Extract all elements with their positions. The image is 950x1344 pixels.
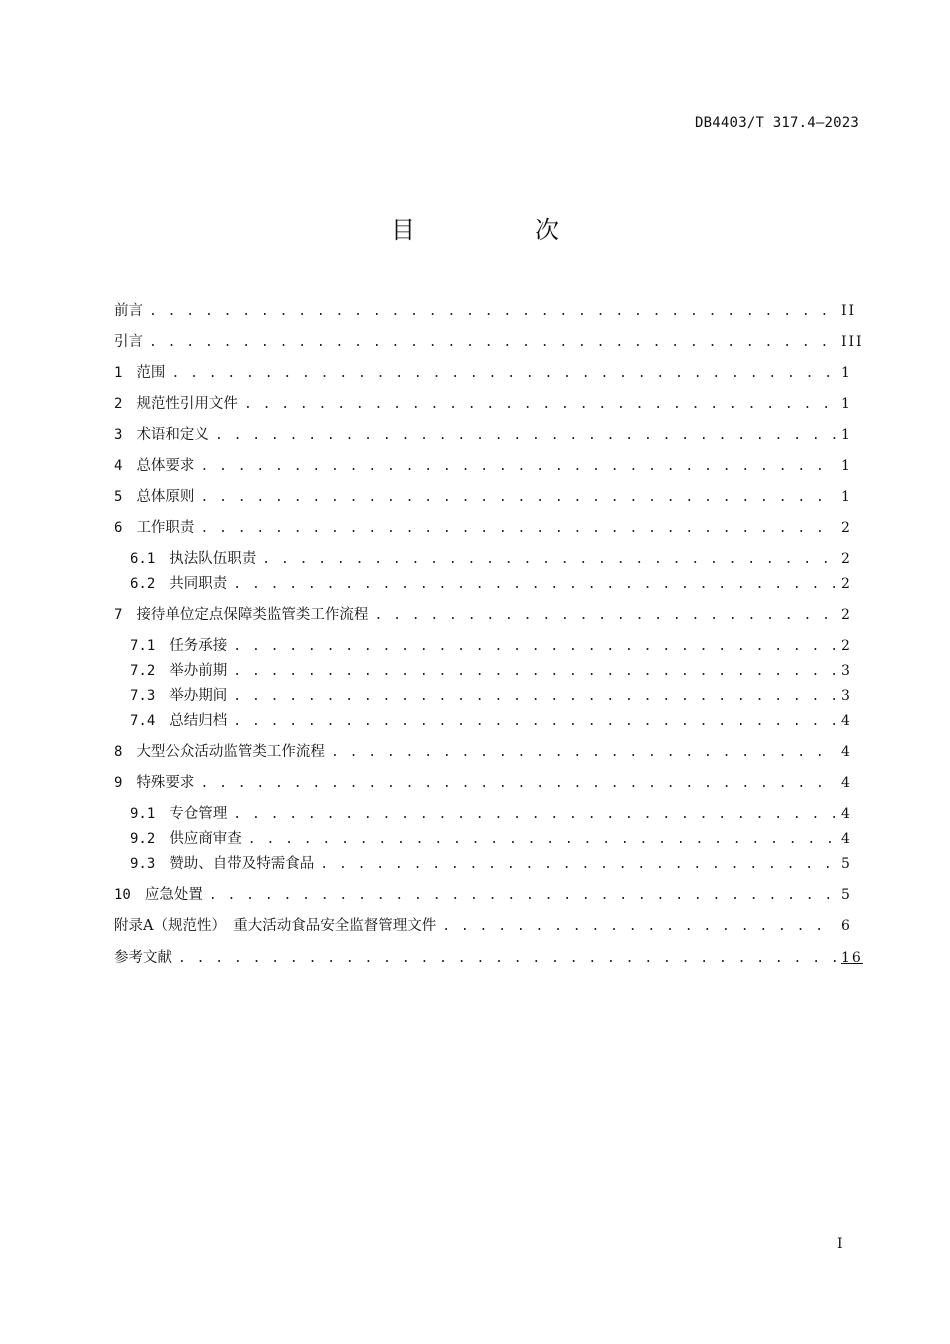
toc-entry[interactable] <box>114 425 851 445</box>
toc-entry-page: 3 <box>841 663 852 679</box>
toc-entry[interactable] <box>114 363 851 383</box>
toc-entry-page: 2 <box>841 638 852 654</box>
toc-entry-title: 任务承接 <box>169 638 228 654</box>
toc-leader-dots <box>374 606 837 626</box>
toc-entry-title: 举办前期 <box>169 663 228 679</box>
toc-entry-page: 5 <box>841 887 852 903</box>
toc-entry-title: 供应商审查 <box>169 831 242 847</box>
toc-entry[interactable] <box>114 773 851 793</box>
toc-leader-dots <box>200 519 837 539</box>
toc-entry-page: 1 <box>841 427 852 443</box>
toc-entry-title: 举办期间 <box>169 688 228 704</box>
toc-leader-dots <box>233 712 837 732</box>
toc-entry-number: 4 <box>114 458 123 474</box>
toc-entry-title: 附录A（规范性） 重大活动食品安全监督管理文件 <box>114 918 437 934</box>
toc-entry-title: 接待单位定点保障类监管类工作流程 <box>136 607 369 623</box>
toc-entry-number: 7.1 <box>130 638 156 654</box>
toc-leader-dots <box>209 886 837 906</box>
toc-leader-dots <box>233 687 837 707</box>
toc-entry-number: 6 <box>114 520 123 536</box>
toc-entry[interactable] <box>114 332 864 352</box>
toc-leader-dots <box>233 662 837 682</box>
toc-entry-number: 9.2 <box>130 831 156 847</box>
toc-leader-dots <box>233 575 837 595</box>
toc-entry-number: 7.3 <box>130 688 156 704</box>
toc-entry-title: 共同职责 <box>169 576 228 592</box>
toc-entry[interactable] <box>114 605 851 625</box>
toc-entry-title: 总结归档 <box>169 713 228 729</box>
toc-entry-page: 4 <box>841 713 852 729</box>
toc-entry-number: 1 <box>114 365 123 381</box>
toc-leader-dots <box>215 426 837 446</box>
toc-entry-number: 8 <box>114 744 123 760</box>
toc-leader-dots <box>200 488 837 508</box>
toc-entry[interactable] <box>114 854 851 874</box>
toc-entry-page: 5 <box>841 856 852 872</box>
toc-entry-page: 2 <box>841 576 852 592</box>
toc-entry-page: 4 <box>841 775 852 791</box>
toc-entry-page: 3 <box>841 688 852 704</box>
toc-entry-page[interactable]: 16 <box>841 950 863 966</box>
toc-entry-page: 4 <box>841 831 852 847</box>
toc-entry-title: 前言 <box>114 303 143 319</box>
toc-entry-number: 7.2 <box>130 663 156 679</box>
toc-leader-dots <box>149 333 837 353</box>
toc-entry-page: 2 <box>841 520 852 536</box>
toc-entry-title: 范围 <box>136 365 166 381</box>
toc-entry-number: 6.2 <box>130 576 156 592</box>
toc-entry-title: 应急处置 <box>144 887 203 903</box>
toc-leader-dots <box>442 917 837 937</box>
toc-leader-dots <box>262 550 837 570</box>
toc-entry-title: 参考文献 <box>114 950 172 966</box>
toc-leader-dots <box>233 805 837 825</box>
toc-entry-page: 6 <box>841 918 852 934</box>
toc-entry-page: 1 <box>841 365 852 381</box>
toc-entry[interactable] <box>114 518 851 538</box>
page-number: I <box>837 1236 843 1252</box>
toc-entry-title: 总体原则 <box>136 489 195 505</box>
toc-entry-page: 1 <box>841 396 852 412</box>
toc-leader-dots <box>200 457 837 477</box>
toc-entry-number: 3 <box>114 427 123 443</box>
toc-entry[interactable] <box>114 636 851 656</box>
toc-entry[interactable] <box>114 829 851 849</box>
toc-entry-title: 赞助、自带及特需食品 <box>169 856 315 872</box>
toc-entry[interactable] <box>114 574 851 594</box>
toc-leader-dots <box>320 855 837 875</box>
toc-entry-number: 9.3 <box>130 856 156 872</box>
toc-entry-title: 总体要求 <box>136 458 195 474</box>
toc-entry[interactable] <box>114 456 851 476</box>
toc-entry-number: 2 <box>114 396 123 412</box>
toc-entry[interactable] <box>114 948 863 968</box>
toc-entry[interactable] <box>114 686 851 706</box>
toc-entry[interactable] <box>114 487 851 507</box>
toc-entry-page: 2 <box>841 607 852 623</box>
toc-entry-title: 执法队伍职责 <box>169 551 257 567</box>
toc-entry-title: 术语和定义 <box>136 427 209 443</box>
toc-entry-number: 9.1 <box>130 806 156 822</box>
toc-entry-number: 6.1 <box>130 551 156 567</box>
toc-entry-number: 7.4 <box>130 713 156 729</box>
toc-entry-number: 7 <box>114 607 123 623</box>
toc-entry-page: 4 <box>841 744 852 760</box>
toc-leader-dots <box>149 302 837 322</box>
toc-entry-page: 1 <box>841 458 852 474</box>
toc-entry[interactable] <box>114 711 851 731</box>
toc-entry-title: 工作职责 <box>136 520 195 536</box>
toc-leader-dots <box>248 830 837 850</box>
document-code: DB4403/T 317.4—2023 <box>695 115 859 131</box>
toc-entry-number: 10 <box>114 887 131 903</box>
toc-entry-number: 9 <box>114 775 123 791</box>
toc-leader-dots <box>233 637 837 657</box>
toc-entry-title: 引言 <box>114 334 143 350</box>
toc-entry[interactable] <box>114 661 851 681</box>
toc-leader-dots <box>200 774 837 794</box>
toc-entry[interactable] <box>114 301 857 321</box>
toc-entry-title: 大型公众活动监管类工作流程 <box>136 744 325 760</box>
toc-entry[interactable] <box>114 804 851 824</box>
toc-entry[interactable] <box>114 885 851 905</box>
toc-entry-title: 规范性引用文件 <box>136 396 238 412</box>
toc-entry-page: III <box>841 334 864 350</box>
toc-entry-number: 5 <box>114 489 123 505</box>
toc-entry-title: 专仓管理 <box>169 806 228 822</box>
toc-entry-page: 2 <box>841 551 852 567</box>
toc-entry-title: 特殊要求 <box>136 775 195 791</box>
toc-leader-dots <box>244 395 837 415</box>
page-title: 目 次 <box>391 216 607 244</box>
toc-leader-dots <box>331 743 837 763</box>
toc-entry[interactable] <box>114 916 851 936</box>
toc-leader-dots <box>171 364 837 384</box>
toc-entry-page: 4 <box>841 806 852 822</box>
toc-leader-dots <box>178 949 837 969</box>
toc-entry-page: II <box>841 303 857 319</box>
toc-entry-page: 1 <box>841 489 852 505</box>
toc-entry[interactable] <box>114 549 851 569</box>
toc-entry[interactable] <box>114 742 851 762</box>
toc-entry[interactable] <box>114 394 851 414</box>
